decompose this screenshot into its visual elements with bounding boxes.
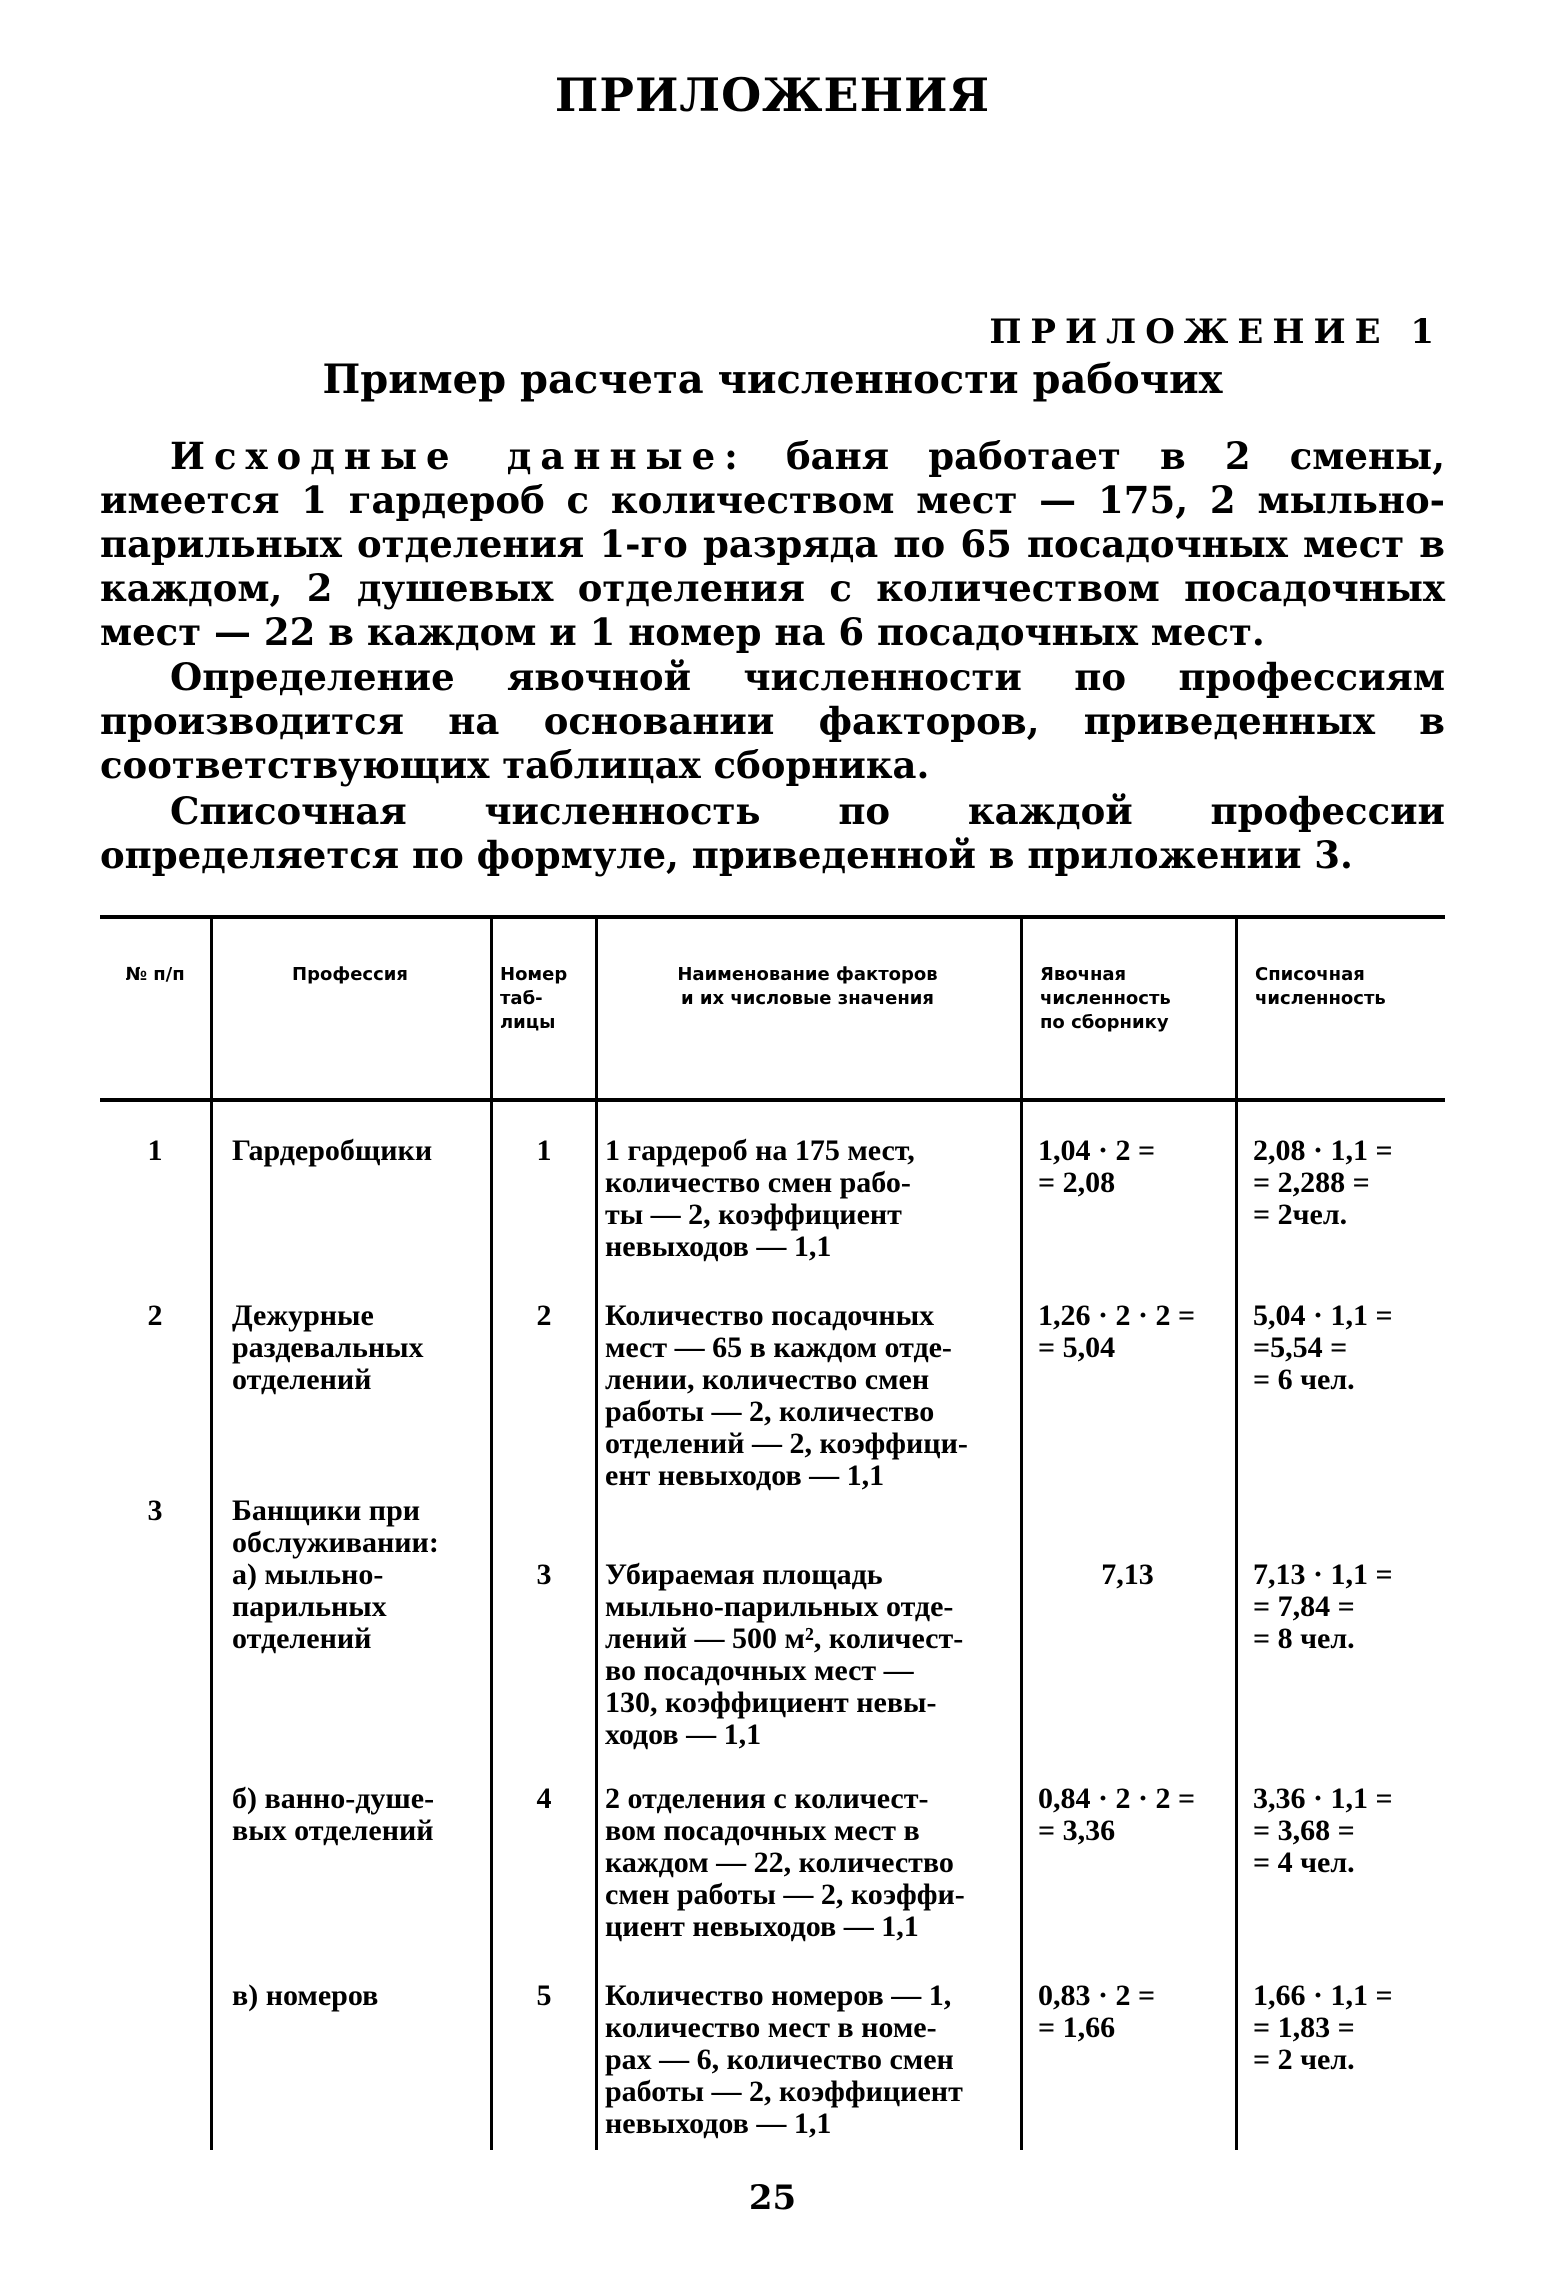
row3b-table-no: 4 [536,1782,552,1815]
row3-profession: Банщики при обслуживании: [232,1494,439,1559]
table-top-rule [100,915,1445,919]
header-attendance: Явочная численность по сборнику [1040,964,1171,1033]
row3b-payroll: 3,36 · 1,1 = = 3,68 = = 4 чел. [1253,1782,1393,1879]
appendix-label: ПРИЛОЖЕНИЕ 1 [989,312,1443,352]
row1-payroll: 2,08 · 1,1 = = 2,288 = = 2чел. [1253,1134,1393,1231]
row1-factors: 1 гардероб на 175 мест, количество смен рабо- ты — 2, коэффициент невыходов — 1,1 [605,1134,915,1263]
row3b-attendance: 0,84 · 2 · 2 = = 3,36 [1038,1782,1196,1847]
initial-data-lead: Исходные данные: [170,434,747,478]
row1-num: 1 [147,1134,163,1167]
paragraph-initial-data [100,434,1445,654]
section-title: Пример расчета численности рабочих [322,356,1223,403]
header-payroll: Списочная численность [1255,964,1386,1009]
row1-table-no: 1 [536,1134,552,1167]
row1-profession: Гардеробщики [232,1134,433,1167]
initial-data-text: баня работает в 2 смены, имеется 1 гардероб с количеством мест — 175, 2 мыльно-парильных отделения 1-го разряда по 65 посадочных мест в каждом, 2 душевых отделения с количеством посадочных мест — 22 в каждом и 1 номер на 6 посадочных мест. [100,434,1445,654]
paragraph-payroll: Списочная численность по каждой профессии определяется по формуле, приведенной в приложении 3. [100,789,1445,877]
row3c-factors: Количество номеров — 1, количество мест в номе- рах — 6, количество смен работы — 2, коэффициент невыходов — 1,1 [605,1979,963,2140]
column-divider [1235,915,1238,2150]
page-title: ПРИЛОЖЕНИЯ [554,68,991,122]
row2-payroll: 5,04 · 1,1 = =5,54 = = 6 чел. [1253,1299,1393,1396]
row3b-factors: 2 отделения с количест- вом посадочных мест в каждом — 22, количество смен работы — 2, коэффи- циент невыходов — 1,1 [605,1782,965,1943]
header-num: № п/п [125,964,185,985]
row3a-payroll: 7,13 · 1,1 = = 7,84 = = 8 чел. [1253,1558,1393,1655]
row2-factors: Количество посадочных мест — 65 в каждом отде- лении, количество смен работы — 2, количество отделений — 2, коэффици- ент невыходов — 1,1 [605,1299,968,1492]
column-divider [210,915,213,2150]
row2-attendance: 1,26 · 2 · 2 = = 5,04 [1038,1299,1196,1364]
header-profession: Профессия [292,964,408,985]
column-divider [1020,915,1023,2150]
row3b-profession: б) ванно-душе- вых отделений [232,1782,435,1847]
row2-profession: Дежурные раздевальных отделений [232,1299,424,1396]
staffing-table [100,915,1445,2150]
table-header-rule [100,1098,1445,1102]
page-number: 25 [748,2178,797,2218]
row3c-profession: в) номеров [232,1979,379,2012]
row3a-table-no: 3 [536,1558,552,1591]
column-divider [595,915,598,2150]
row2-table-no: 2 [536,1299,552,1332]
header-factors: Наименование факторов и их числовые значения [677,964,938,1009]
row1-attendance: 1,04 · 2 = = 2,08 [1038,1134,1156,1199]
row2-num: 2 [147,1299,163,1332]
row3-num: 3 [147,1494,163,1527]
paragraph-attendance: Определение явочной численности по профессиям производится на основании факторов, приведенных в соответствующих таблицах сборника. [100,655,1445,787]
row3a-factors: Убираемая площадь мыльно-парильных отде- лений — 500 м², количест- во посадочных мест — 130, коэффициент невы- ходов — 1,1 [605,1558,964,1751]
column-divider [490,915,493,2150]
row3c-attendance: 0,83 · 2 = = 1,66 [1038,1979,1156,2044]
header-table-no: Номер таб- лицы [500,964,568,1033]
row3c-table-no: 5 [536,1979,552,2012]
row3a-attendance: 7,13 [1101,1558,1154,1591]
row3c-payroll: 1,66 · 1,1 = = 1,83 = = 2 чел. [1253,1979,1393,2076]
row3a-profession: а) мыльно- парильных отделений [232,1558,387,1655]
